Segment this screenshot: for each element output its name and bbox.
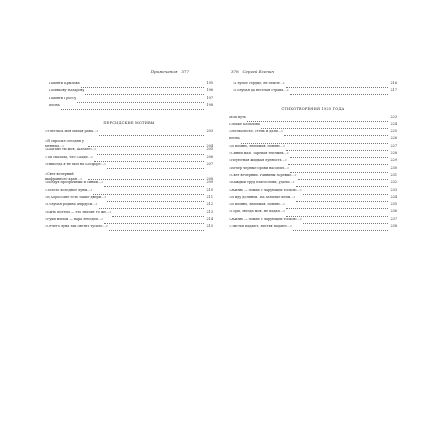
dot-leader	[288, 164, 388, 165]
toc-entry-title: Собаке Качалова	[229, 122, 260, 126]
toc-entry	[45, 181, 213, 188]
toc-entry-page: 230	[390, 165, 397, 170]
dot-leader	[109, 230, 204, 231]
toc-entry-title: «Ты сказала, что Саади...»	[45, 155, 93, 159]
toc-entry	[45, 170, 213, 181]
toc-entry-title: Весна	[49, 103, 60, 107]
toc-entry-page: 195	[206, 81, 213, 85]
toc-entry	[229, 203, 397, 210]
dot-leader	[303, 194, 388, 195]
toc-entry-page: 196	[206, 88, 213, 93]
toc-entry	[45, 163, 213, 170]
toc-entry-title: «Отчего луна так светит тускло...»	[45, 225, 108, 229]
toc-entry-title: «Мелколесье, степь и дали...»	[229, 130, 284, 134]
toc-entry	[45, 130, 213, 137]
dot-leader	[247, 121, 388, 122]
dot-leader	[104, 186, 204, 187]
right-toc	[229, 82, 397, 232]
toc-entry	[229, 210, 397, 217]
toc-entry	[45, 82, 213, 89]
toc-entry	[229, 181, 397, 188]
toc-entry	[229, 218, 397, 225]
toc-entry	[45, 156, 213, 163]
toc-entry-title: «Синий май. Заревая теплынь...»	[229, 152, 289, 156]
toc-entry-title: «Гори, звезда моя, не падай...»	[229, 210, 286, 214]
dot-leader	[286, 208, 388, 209]
dot-leader	[107, 201, 204, 202]
toc-entry-page: 216	[390, 81, 397, 85]
dot-leader	[286, 216, 388, 217]
toc-entry	[229, 145, 397, 152]
dot-leader	[99, 135, 204, 136]
right-running-head	[231, 70, 274, 74]
toc-entry-title: «Каждый труд благослови, удача!..»	[229, 181, 295, 185]
dot-leader	[241, 143, 388, 144]
toc-entry-title: «Голубая родина Фирдуси...»	[45, 203, 98, 207]
toc-entry-page: 210	[206, 187, 213, 192]
dot-leader	[290, 172, 388, 173]
toc-entry	[45, 97, 213, 104]
toc-entry-title: «Жизнь — обман с чарующей тоскою...»	[229, 188, 302, 192]
toc-entry-title: «Вечер чёрные брови насопил...»	[229, 166, 290, 170]
dot-leader	[298, 179, 388, 180]
toc-entry	[229, 82, 397, 89]
right-page-number: 378	[231, 69, 239, 74]
dot-leader	[290, 157, 388, 158]
dot-leader	[93, 194, 204, 195]
dot-leader	[293, 230, 388, 231]
toc-entry	[229, 130, 397, 137]
toc-entry-title: «Быть поэтом — это значит то же...»	[45, 210, 112, 214]
toc-entry-page: 224	[390, 121, 397, 126]
section-heading: СТИХОТВОРЕНИЯ 1925 ГОДА	[281, 106, 345, 111]
toc-entry-page: 232	[390, 180, 397, 185]
dot-leader	[112, 216, 204, 217]
toc-entry-title: «Глупое сердце, не бейся!..»	[233, 82, 285, 85]
dot-leader	[99, 208, 204, 209]
toc-entry-title: «Воздух прозрачный и синий...»	[45, 181, 104, 185]
dot-leader	[94, 161, 204, 162]
toc-entry-page: 198	[206, 102, 213, 107]
dot-leader	[61, 109, 204, 110]
toc-entry-title: «Шаганэ ты моя, Шаганэ!..»	[45, 148, 97, 152]
toc-entry-page: 211	[206, 194, 213, 199]
left-page-number: 377	[181, 69, 189, 74]
toc-entry	[45, 196, 213, 203]
dot-leader	[284, 135, 388, 136]
dot-leader	[296, 186, 388, 187]
toc-entry-page: 235	[390, 202, 397, 207]
toc-entry-title: «Я иду долиной. На затылке кепи...»	[229, 195, 296, 199]
toc-entry	[45, 137, 213, 148]
toc-entry-title: «В Хороссане есть такие двери...»	[45, 195, 107, 199]
toc-entry-title: «Листья падают, листья падают...»	[229, 225, 293, 229]
toc-entry-page: 197	[206, 95, 213, 100]
toc-entry-page: 206	[206, 154, 213, 159]
toc-entry-title: Памяти Крылова	[49, 82, 80, 85]
dot-leader	[107, 168, 204, 169]
toc-entry-page: 236	[390, 209, 397, 214]
dot-leader	[104, 223, 204, 224]
toc-entry-title: «Улеглась моя былая рана...»	[45, 130, 99, 134]
spacer	[45, 111, 213, 117]
toc-entry-page: 228	[390, 151, 397, 156]
toc-entry-title: «Я помню, любимая, помню...»	[229, 144, 286, 148]
toc-entry	[45, 225, 213, 232]
toc-entry-title: Полякову-Назарову	[49, 89, 85, 93]
toc-entry	[45, 89, 213, 96]
toc-entry	[229, 225, 397, 232]
toc-entry-title: Мой путь	[229, 115, 246, 119]
toc-entry	[229, 116, 397, 123]
dot-leader	[303, 223, 388, 224]
toc-entry-page: 226	[390, 136, 397, 141]
toc-entry-page: 214	[206, 216, 213, 221]
toc-entry-page: 207	[206, 162, 213, 167]
toc-entry-page: 237	[390, 216, 397, 221]
toc-entry-title: «Я спросил сегодня у менялы...»	[45, 139, 84, 148]
dot-leader	[85, 94, 204, 95]
toc-entry	[229, 137, 397, 144]
dot-leader	[261, 128, 388, 129]
toc-entry	[229, 123, 397, 130]
dot-leader	[286, 150, 388, 151]
right-page	[229, 70, 397, 410]
toc-entry-page: 205	[206, 147, 213, 152]
right-running-head-title: Сергей Есенин	[242, 69, 275, 74]
toc-entry-page: 227	[390, 143, 397, 148]
toc-entry	[229, 167, 397, 174]
toc-entry-page: 225	[390, 129, 397, 134]
toc-entry	[45, 189, 213, 196]
toc-entry-title: «Жизнь — обман с чарующей тоскою...»	[229, 217, 302, 221]
toc-entry-title: «Свет вечерний. Равнины зоревые...»	[229, 173, 297, 177]
toc-entry-page: 229	[390, 158, 397, 163]
dot-leader	[88, 179, 204, 180]
toc-entry	[45, 203, 213, 210]
toc-entry	[45, 218, 213, 225]
toc-entry-title: Памяти Гроссу	[49, 96, 77, 100]
toc-entry-page: 203	[206, 129, 213, 134]
dot-leader	[296, 201, 388, 202]
spacer	[229, 97, 397, 103]
toc-entry-title: «Неуютная жидкая лунность...»	[229, 159, 287, 163]
toc-entry	[229, 159, 397, 166]
dot-leader	[286, 87, 388, 88]
toc-entry-page: 223	[390, 114, 397, 119]
toc-entry-page: 238	[390, 224, 397, 229]
left-running-head-title: Примечания	[150, 69, 178, 74]
toc-entry-page: 213	[206, 209, 213, 214]
toc-entry-page: 215	[206, 224, 213, 229]
toc-entry-title: «Голубая да весёлая страна...»	[233, 89, 289, 93]
toc-entry-title: «Свет вечерний шафранного края...»	[45, 172, 83, 181]
left-page	[45, 70, 213, 410]
section-heading: ПЕРСИДСКИЕ МОТИВЫ	[103, 121, 155, 126]
dot-leader	[77, 102, 204, 103]
left-toc	[45, 82, 213, 232]
toc-entry-page: 231	[390, 172, 397, 177]
dot-leader	[81, 87, 204, 88]
toc-entry	[45, 148, 213, 155]
toc-entry-page: 208	[206, 176, 213, 181]
toc-entry-page: 204	[206, 144, 213, 149]
left-running-head	[150, 70, 189, 74]
toc-entry-title: «Никогда я не был на Босфоре...»	[45, 163, 106, 167]
toc-entry	[45, 211, 213, 218]
toc-entry-title: Весна	[229, 137, 240, 141]
toc-entry	[229, 89, 397, 96]
toc-entry	[229, 152, 397, 159]
toc-entry-title: «Золото холодное луны...»	[45, 188, 93, 192]
toc-entry	[229, 189, 397, 196]
toc-entry-page: 212	[206, 202, 213, 207]
toc-entry-title: «Руки милой — пара лебедей...»	[45, 217, 104, 221]
toc-entry	[229, 174, 397, 181]
toc-entry-page: 233	[390, 187, 397, 192]
toc-entry-title: «Я помню, любимая, помню...»	[229, 203, 286, 207]
dot-leader	[290, 94, 388, 95]
dot-leader	[97, 154, 204, 155]
toc-entry	[45, 104, 213, 111]
toc-entry	[229, 196, 397, 203]
dot-leader	[88, 146, 204, 147]
toc-entry-page: 209	[206, 180, 213, 185]
toc-entry-page: 217	[390, 88, 397, 93]
toc-entry-page: 234	[390, 194, 397, 199]
